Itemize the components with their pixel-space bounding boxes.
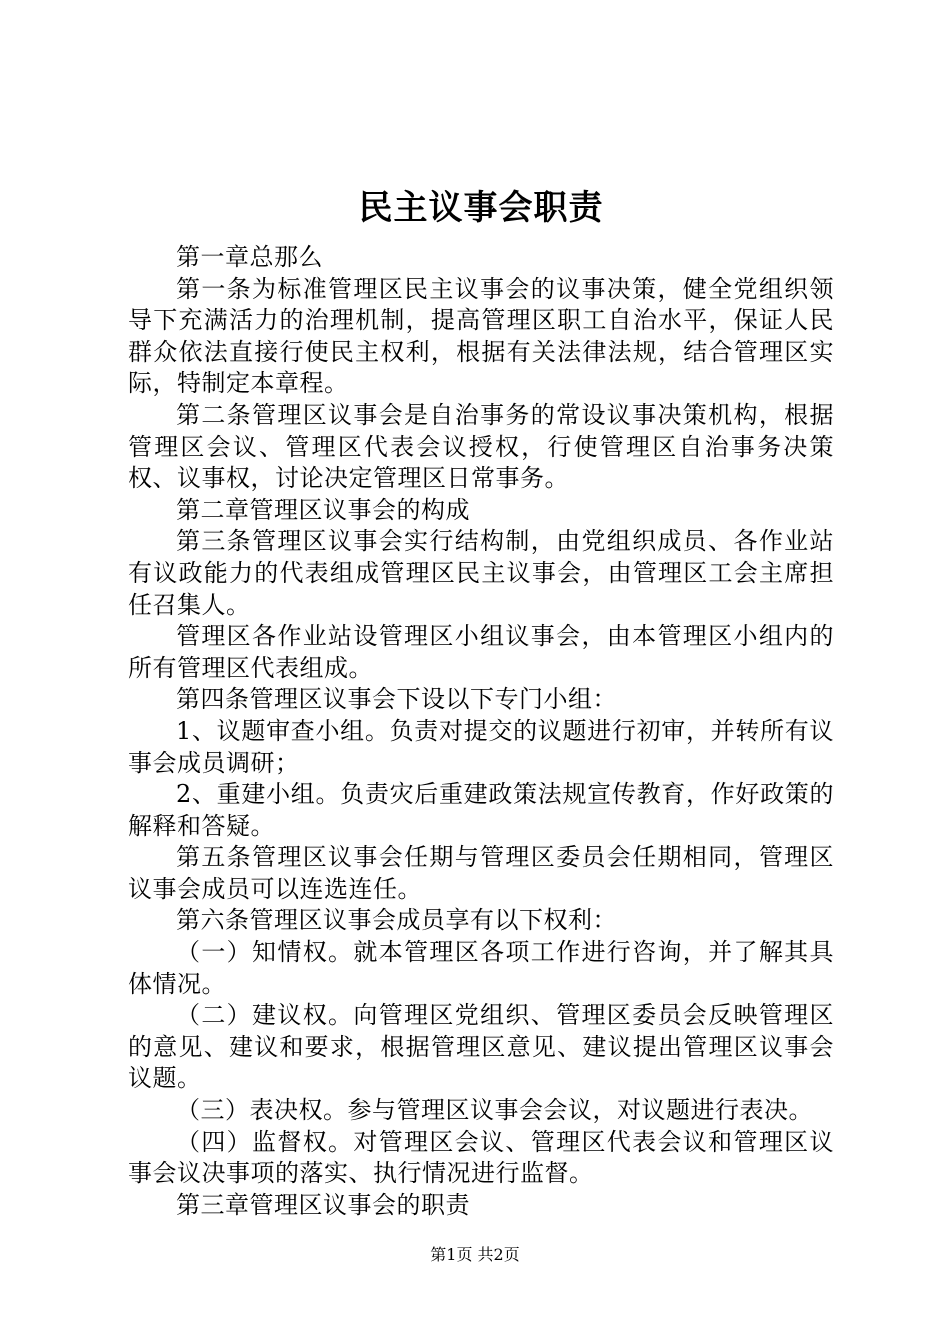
paragraph: （一）知情权。就本管理区各项工作进行咨询，并了解其具体情况。 (128, 938, 834, 998)
paragraph: 第二条管理区议事会是自治事务的常设议事决策机构，根据管理区会议、管理区代表会议授权，行使管理区自治事务决策权、议事权，讨论决定管理区日常事务。 (128, 400, 834, 493)
paragraph: 第二章管理区议事会的构成 (176, 495, 470, 524)
paragraph: 第三章管理区议事会的职责 (176, 1190, 470, 1219)
paragraph: 第三条管理区议事会实行结构制，由党组织成员、各作业站有议政能力的代表组成管理区民主议事会，由管理区工会主席担任召集人。 (128, 527, 834, 619)
paragraph: 第六条管理区议事会成员享有以下权利： (176, 906, 617, 935)
paragraph: 第一条为标准管理区民主议事会的议事决策，健全党组织领导下充满活力的治理机制，提高管理区职工自治水平，保证人民群众依法直接行使民主权利，根据有关法律法规，结合管理区实际，特制定本章程。 (128, 274, 834, 398)
paragraph: （二）建议权。向管理区党组织、管理区委员会反映管理区的意见、建议和要求，根据管理区意见、建议提出管理区议事会议题。 (128, 1001, 834, 1093)
paragraph: 2、重建小组。负责灾后重建政策法规宣传教育，作好政策的解释和答疑。 (128, 780, 834, 840)
paragraph: （四）监督权。对管理区会议、管理区代表会议和管理区议事会议决事项的落实、执行情况进行监督。 (128, 1127, 834, 1188)
page-footer: 第1页 共2页 (430, 1245, 520, 1264)
paragraph: 第一章总那么 (176, 243, 323, 271)
document-body (128, 242, 834, 1221)
paragraph: （三）表决权。参与管理区议事会会议，对议题进行表决。 (176, 1096, 813, 1125)
paragraph: 管理区各作业站设管理区小组议事会，由本管理区小组内的所有管理区代表组成。 (128, 622, 834, 682)
document-title: 民主议事会职责 (358, 188, 604, 228)
paragraph: 第五条管理区议事会任期与管理区委员会任期相同，管理区议事会成员可以连选连任。 (128, 843, 834, 903)
paragraph: 第四条管理区议事会下设以下专门小组： (176, 685, 617, 714)
paragraph: 1、议题审查小组。负责对提交的议题进行初审，并转所有议事会成员调研； (128, 716, 834, 777)
